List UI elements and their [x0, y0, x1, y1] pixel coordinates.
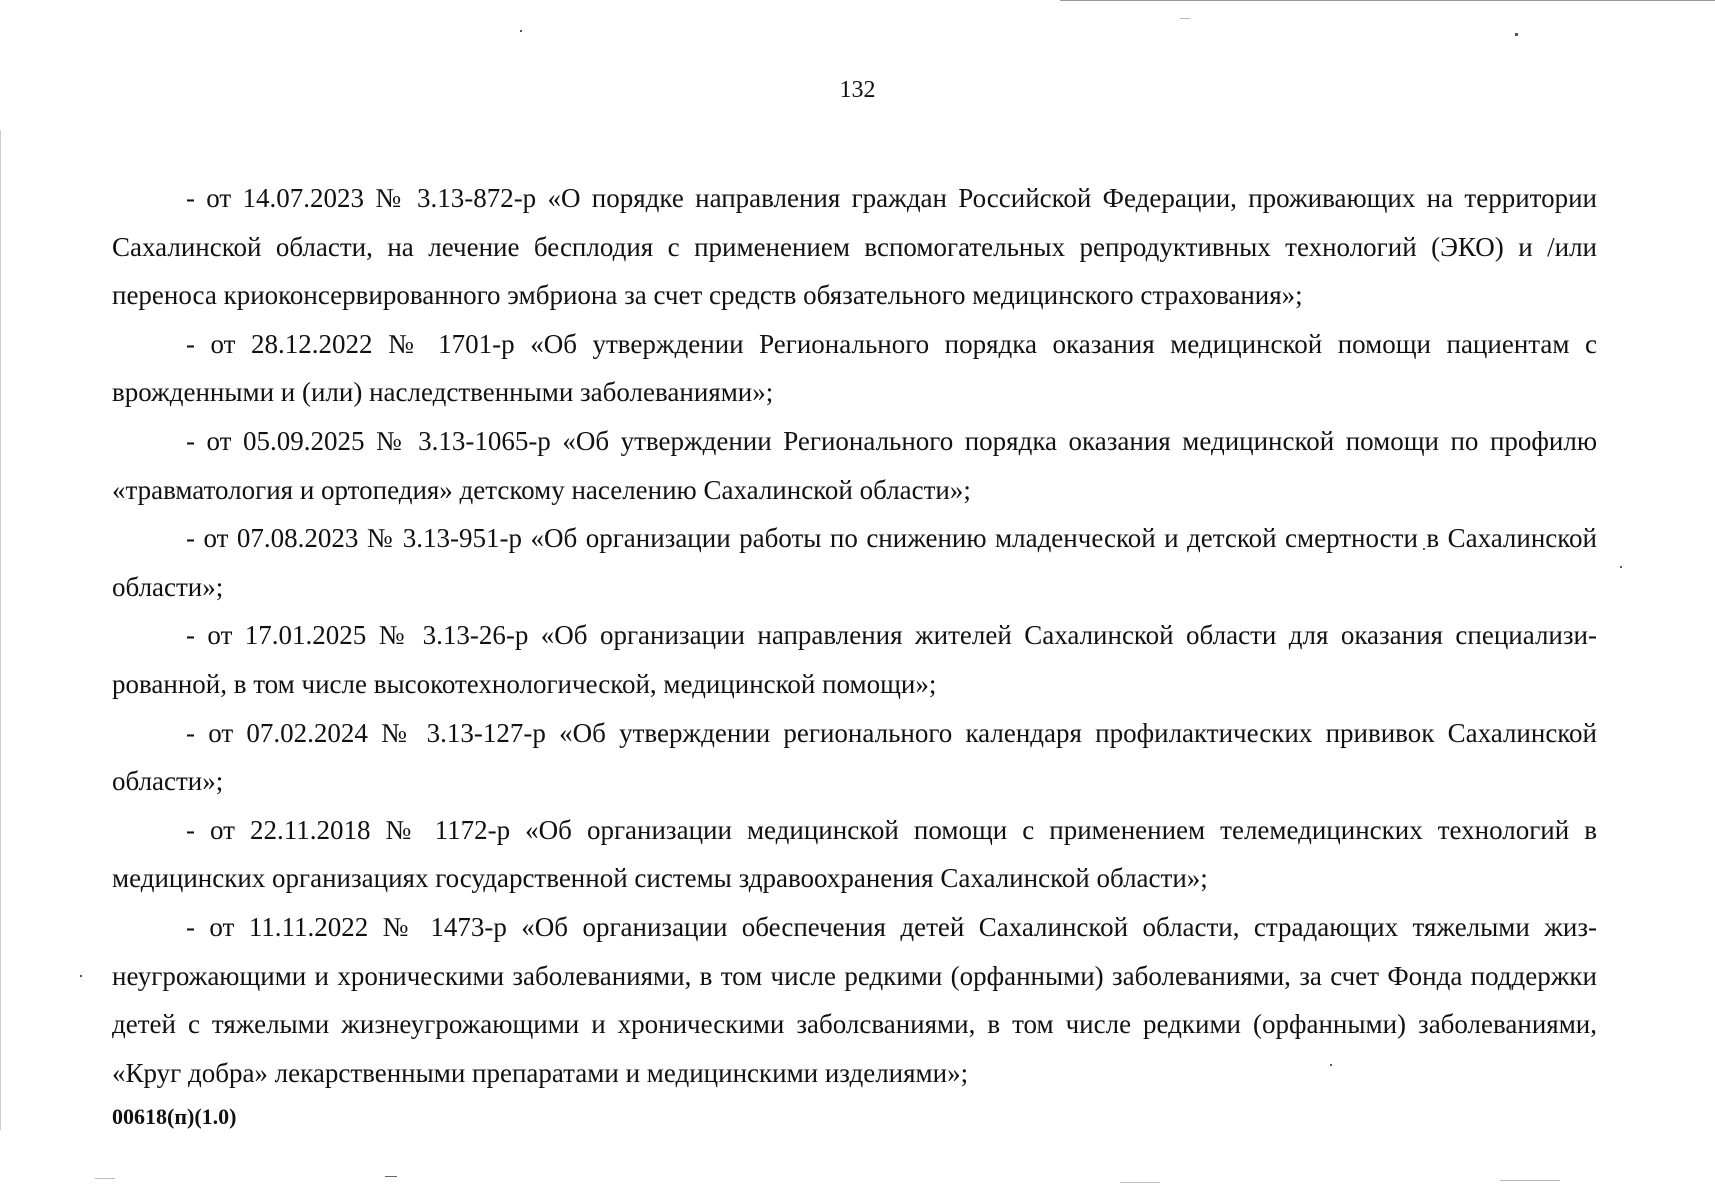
scan-speck — [1620, 566, 1622, 568]
scan-speck — [520, 30, 522, 32]
scan-edge-bottom — [1120, 1182, 1160, 1183]
list-item: - от 11.11.2022 № 1473-р «Об организации обеспечения детей Сахалинской области, страдающих тяжелыми жизнеугрожающими и хроническими заболеваниями, в том числе редкими (орфанными) заболеваниями, за счет Фонда поддержки детей с тяжелыми жизнеугрожающими и хроническими заболсваниями, в том числе редкими (орфанными) заболеваниями, «Круг добра» лекарственными препаратами и медицинскими изделиями»; — [112, 911, 1597, 1088]
list-item: - от 14.07.2023 № 3.13-872-р «О порядке направления граждан Российской Федерации, проживающих на территории Сахалинской области, на лечение бесплодия с применением вспомогательных репродуктивных технологий (ЭКО) и /или переноса криоконсервированного эмбриона за счет средств обязательного медицинского страхования»; — [112, 183, 1597, 311]
list-item: - от 17.01.2025 № 3.13-26-р «Об организации направления жителей Сахалинской области для оказания специализированной, в том числе высокотехнологической, медицинской помощи»; — [112, 620, 1597, 699]
scan-edge-bottom — [385, 1176, 397, 1177]
scan-speck — [80, 975, 82, 977]
scan-edge-bottom — [95, 1178, 115, 1179]
scan-edge-left — [0, 130, 1, 1130]
page-number: 132 — [839, 77, 876, 103]
scan-edge-top-2 — [1180, 18, 1190, 19]
scan-edge-top — [1060, 0, 1715, 1]
list-item: - от 07.08.2023 № 3.13-951-р «Об организации работы по снижению младенческой и детской смертности в Сахалинской области»; — [112, 523, 1597, 602]
list-item: - от 05.09.2025 № 3.13-1065-р «Об утверждении Регионального порядка оказания медицинской помощи по профилю «травматология и ортопедия» детскому населению Сахалинской области»; — [112, 425, 1597, 505]
document-body — [112, 174, 1597, 1097]
list-item: - от 07.02.2024 № 3.13-127-р «Об утверждении регионального календаря профилактических прививок Сахалинской области»; — [112, 717, 1597, 797]
scan-edge-bottom — [1500, 1180, 1560, 1181]
document-code: 00618(п)(1.0) — [112, 1104, 237, 1129]
list-item: - от 28.12.2022 № 1701-р «Об утверждении Регионального порядка оказания медицинской помощи пациентам с врожденными и (или) наследственными заболеваниями»; — [112, 328, 1597, 408]
list-item: - от 22.11.2018 № 1172-р «Об организации медицинской помощи с применением телемедицинских технологий в медицинских организациях государственной системы здравоохранения Сахалинской области»; — [112, 814, 1597, 894]
scan-speck — [1515, 33, 1518, 36]
